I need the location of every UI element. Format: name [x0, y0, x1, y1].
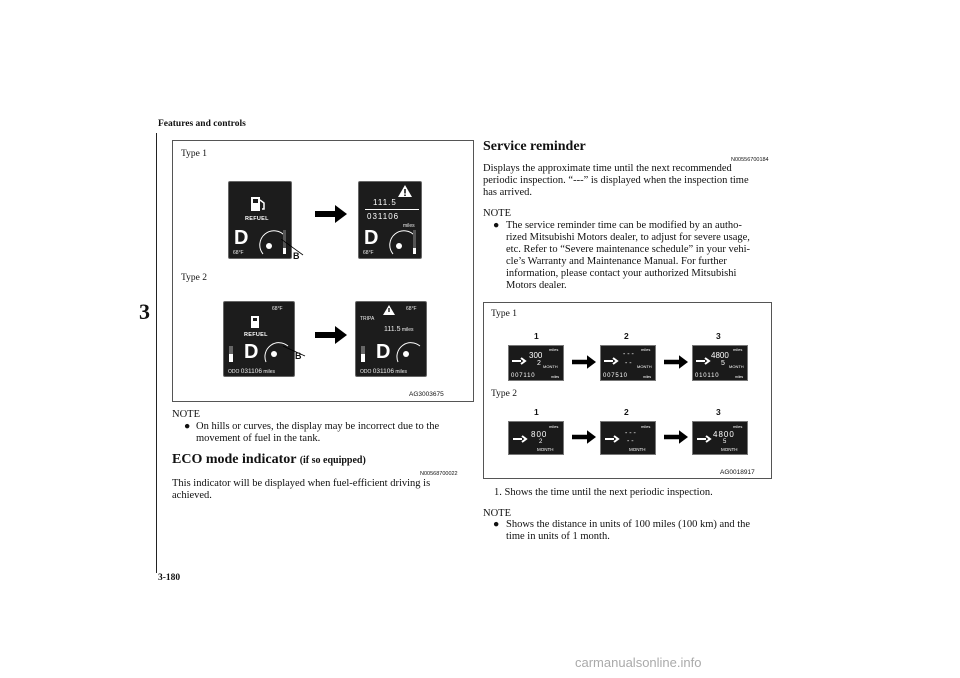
note-bullet: ● — [493, 220, 500, 231]
arrow-right-icon — [664, 430, 688, 444]
callout-1: 1 — [534, 407, 539, 417]
outside-temp: 68°F — [363, 250, 374, 256]
arrow-right-icon — [315, 326, 347, 344]
figure-type2-label: Type 2 — [181, 273, 207, 283]
odometer-unit: miles — [643, 375, 652, 379]
fuel-pump-icon — [250, 314, 264, 330]
chapter-number: 3 — [139, 299, 150, 324]
note-bullet: ● — [493, 519, 500, 530]
odometer-value: 007510 — [603, 373, 628, 379]
months-value: 5 — [721, 360, 725, 367]
fuel-pump-icon — [249, 194, 267, 214]
odometer-value: 031106 — [367, 212, 400, 221]
label-b-type1: B — [293, 251, 300, 261]
label-b-type2: B — [295, 351, 302, 361]
type2-service-display-3 — [692, 421, 748, 455]
wrench-icon — [695, 356, 711, 366]
unit-label: miles — [641, 424, 651, 429]
warning-icon — [397, 184, 413, 198]
wrench-icon — [603, 356, 619, 366]
header-title: Features and controls — [158, 119, 246, 129]
gear-indicator: D — [364, 227, 379, 249]
note-line: rized Mitsubishi Motors dealer, to adjust for severe usage, — [506, 232, 750, 243]
type2-refuel-display — [223, 301, 295, 377]
section-code: N00556700184 — [731, 157, 769, 163]
note-line: Shows the distance in units of 100 miles (100 km) and the — [506, 519, 751, 530]
distance-value: 800 — [531, 430, 548, 439]
eco-text: This indicator will be displayed when fuel-efficient driving is — [172, 478, 431, 489]
wrench-icon — [604, 434, 620, 444]
note-line: cle’s Warranty and Maintenance Manual. For further — [506, 256, 727, 267]
trip-label: TRIPA — [360, 316, 375, 322]
unit-label: miles — [641, 347, 651, 352]
months-value: 2 — [539, 439, 543, 445]
month-label: MONTH — [637, 364, 652, 369]
fuel-display-figure — [172, 140, 474, 402]
month-label: MONTH — [537, 447, 554, 452]
figure-type1-label: Type 1 — [491, 309, 517, 319]
outside-temp: 68°F — [406, 306, 417, 312]
odometer-value: 007110 — [511, 373, 536, 379]
month-label: MONTH — [629, 447, 646, 452]
trip-value: 111.5 miles — [384, 326, 414, 333]
note-heading: NOTE — [172, 409, 200, 420]
unit-label: miles — [733, 347, 743, 352]
callout-2: 2 — [624, 331, 629, 341]
note-heading: NOTE — [483, 208, 511, 219]
eco-title: ECO mode indicator (if so equipped) — [172, 452, 366, 467]
eco-text: achieved. — [172, 490, 212, 501]
service-text: periodic inspection. “---” is displayed when the inspection time — [483, 175, 749, 186]
month-label: MONTH — [543, 364, 558, 369]
type1-warning-display — [358, 181, 422, 259]
callout-3: 3 — [716, 331, 721, 341]
arrow-right-icon — [315, 205, 347, 223]
wrench-icon — [511, 356, 527, 366]
note-line: The service reminder time can be modified by an autho- — [506, 220, 742, 231]
chapter-divider — [156, 133, 157, 573]
explanation-item: 1. Shows the time until the next periodic inspection. — [494, 487, 713, 498]
odometer-unit: miles — [551, 375, 560, 379]
note-heading: NOTE — [483, 508, 511, 519]
odometer: ODO 031106 miles — [360, 368, 408, 375]
note-line: On hills or curves, the display may be incorrect due to the — [196, 421, 440, 432]
months-value: - - — [627, 438, 634, 445]
temp-gauge-icon — [228, 344, 242, 364]
watermark: carmanualsonline.info — [575, 655, 702, 670]
months-value: 2 — [537, 360, 541, 367]
outside-temp: 68°F — [233, 250, 244, 256]
figure-code: AG3003675 — [409, 391, 444, 398]
odometer-unit: miles — [403, 223, 415, 229]
figure-type2-label: Type 2 — [491, 389, 517, 399]
callout-3: 3 — [716, 407, 721, 417]
arrow-right-icon — [664, 355, 688, 369]
note-line: time in units of 1 month. — [506, 531, 610, 542]
warning-icon — [382, 304, 396, 316]
refuel-text: REFUEL — [244, 332, 268, 338]
month-label: MONTH — [729, 364, 744, 369]
note-line: information, please contact your authorized Mitsubishi — [506, 268, 737, 279]
type1-service-display-1 — [508, 345, 564, 381]
note-line: movement of fuel in the tank. — [196, 433, 321, 444]
arrow-right-icon — [572, 355, 596, 369]
type1-service-display-2 — [600, 345, 656, 381]
outside-temp: 68°F — [272, 306, 283, 312]
note-line: Motors dealer. — [506, 280, 567, 291]
figure-code: AG0018917 — [720, 469, 755, 476]
callout-1: 1 — [534, 331, 539, 341]
wrench-icon — [696, 434, 712, 444]
gear-indicator: D — [376, 341, 391, 363]
distance-value: 4800 — [713, 430, 735, 439]
odometer-unit: miles — [735, 375, 744, 379]
service-reminder-figure — [483, 302, 772, 479]
arrow-right-icon — [572, 430, 596, 444]
unit-label: miles — [733, 424, 743, 429]
refuel-text: REFUEL — [245, 216, 269, 222]
note-line: etc. Refer to “Severe maintenance schedule” in your vehi- — [506, 244, 751, 255]
odometer: ODO 031106 miles — [228, 368, 276, 375]
service-text: Displays the approximate time until the next recommended — [483, 163, 732, 174]
temp-gauge-icon — [360, 344, 374, 364]
distance-value: 300 — [529, 351, 543, 360]
distance-value: 4800 — [711, 351, 729, 360]
type1-service-display-3 — [692, 345, 748, 381]
trip-value: 111.5 — [373, 198, 397, 207]
gear-indicator: D — [244, 341, 259, 363]
fuel-gauge-icon — [389, 228, 419, 256]
distance-value: - - - — [625, 430, 636, 437]
service-title: Service reminder — [483, 139, 586, 154]
figure-type1-label: Type 1 — [181, 149, 207, 159]
unit-label: miles — [549, 347, 559, 352]
month-label: MONTH — [721, 447, 738, 452]
type2-service-display-2 — [600, 421, 656, 455]
fuel-gauge-icon — [396, 340, 424, 364]
service-text: has arrived. — [483, 187, 532, 198]
gear-indicator: D — [234, 227, 249, 249]
months-value: 5 — [723, 439, 727, 445]
wrench-icon — [512, 434, 528, 444]
odometer-value: 010110 — [695, 373, 720, 379]
type2-warning-display — [355, 301, 427, 377]
note-bullet: ● — [184, 421, 191, 432]
page-number: 3-180 — [158, 573, 181, 583]
type2-service-display-1 — [508, 421, 564, 455]
callout-2: 2 — [624, 407, 629, 417]
months-value: - - — [625, 360, 632, 367]
distance-value: - - - — [623, 351, 634, 358]
section-code: N00568700022 — [420, 471, 458, 477]
divider — [365, 209, 419, 210]
unit-label: miles — [549, 424, 559, 429]
